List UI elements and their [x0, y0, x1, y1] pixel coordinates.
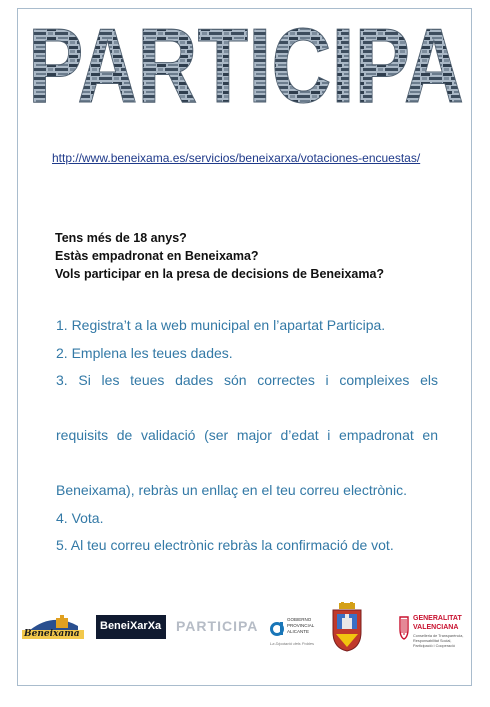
step-3-line-1: 3. Si les teues dades són correctes i compleixes els	[56, 372, 438, 388]
generalitat-line-3: Conselleria de Transparència,	[413, 634, 464, 638]
coat-of-arms-icon	[330, 602, 364, 652]
question-1: Tens més de 18 anys?	[55, 231, 187, 245]
participa-banner	[25, 18, 467, 108]
participa-logo	[176, 617, 259, 637]
generalitat-emblem-icon	[398, 615, 410, 641]
step-3-line-2: requisits de validació (ser major d’edat i empadronat en	[56, 427, 438, 443]
generalitat-logo	[398, 614, 473, 650]
coat-of-arms	[330, 602, 364, 652]
generalitat-line-5: Participació i Cooperació	[413, 644, 455, 648]
logos-footer	[18, 600, 473, 660]
diputacion-line-4: La Diputació dels Pobles	[270, 641, 315, 646]
steps-list	[56, 312, 438, 560]
step-2: 2. Emplena les teues dades.	[56, 344, 233, 361]
diputacion-line-1: GOBIERNO	[287, 617, 312, 622]
diputacion-logo	[270, 614, 328, 648]
generalitat-line-1: GENERALITAT	[413, 615, 462, 622]
generalitat-line-2: VALENCIANA	[413, 624, 459, 631]
question-2: Estàs empadronat en Beneixama?	[55, 249, 259, 263]
diputacion-line-3: ALICANTE	[287, 629, 310, 634]
beneixarxa-logo-text: BeneiXarXa	[100, 620, 162, 632]
questions-block	[55, 229, 465, 283]
diputacion-line-2: PROVINCIAL	[287, 623, 315, 628]
beneixarxa-logo	[96, 615, 166, 639]
step-1: 1. Registra’t a la web municipal en l’apartat Participa.	[56, 317, 386, 333]
votaciones-link[interactable]: http://www.beneixama.es/servicios/beneixarxa/votaciones-encuestas/	[52, 151, 421, 165]
beneixama-logo-text: Beneixama	[24, 629, 80, 639]
participa-logo-text: PARTICIPA	[176, 618, 259, 634]
beneixama-logo	[22, 614, 84, 640]
generalitat-line-4: Responsabilitat Social,	[413, 639, 452, 643]
diputacion-a-icon	[270, 617, 284, 639]
step-4: 4. Vota.	[56, 509, 104, 526]
step-3-line-3: Beneixama), rebràs un enllaç en el teu correu electrònic.	[56, 482, 407, 498]
banner-word: PARTICIPA	[28, 18, 464, 108]
question-3: Vols participar en la presa de decisions de Beneixama?	[55, 267, 385, 281]
step-5: 5. Al teu correu electrònic rebràs la confirmació de vot.	[56, 537, 394, 553]
